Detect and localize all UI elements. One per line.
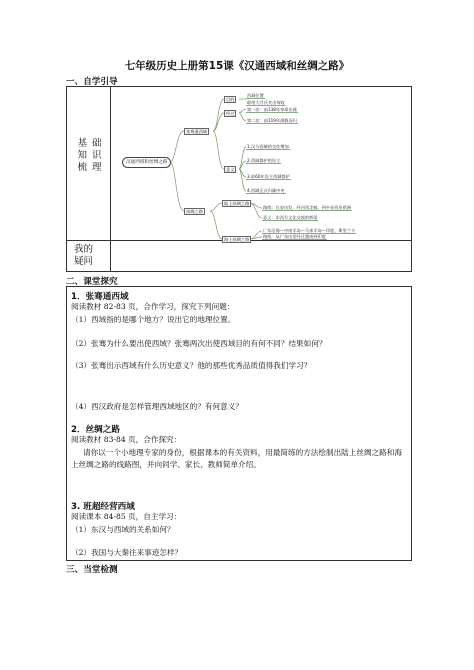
leaf-route-1: 第一次：前138年奉命出使 [247,107,297,112]
branch-zhangqian: 张骞通西域 [186,129,207,134]
part3-heading: 3. 班超经营西域 [71,502,135,512]
section1-heading: 一、自学引导 [66,77,118,87]
leaf-meaning-3: 3.前60年设立西域都护 [247,174,290,179]
leaf-sea-1: 广东沿海—中南半岛—马来半岛—印度、斯里兰卡 [263,228,356,233]
leaf-land-1: 路线：长安出发，经河西走廊，到中亚西亚欧洲 [263,205,351,210]
part3-q2: （2）我国与大秦往来事迹怎样？ [71,548,183,557]
node-goal: 目的 [226,97,235,102]
part1-q3: （3）张骞出示西域有什么历史意义？他的那些优秀品质值得我们学习？ [71,361,312,370]
leaf-route-2: 第二次：前119年满载而归 [247,118,297,123]
part3-intro: 阅读课本 84-85 页，自主学习： [71,512,182,521]
node-meaning: 意义 [226,167,235,172]
node-route: 经过 [226,111,235,116]
part2-heading: 2．丝绸之路 [71,425,120,435]
part1-q2: （2）张骞为什么要出使西域？张骞两次出使西域目的有何不同？结果如何？ [71,339,327,348]
leaf-land-2: 意义：东西方文化交流的桥梁 [263,215,318,220]
branch-silk-road: 丝绸之路 [186,209,203,214]
leaf-goal-1: 西域位置 [247,93,264,98]
node-land-route: 陆上丝绸之路 [224,201,250,206]
part1-q1: （1）西域指的是哪个地方？说出它的地理位置。 [71,315,236,324]
node-sea-route: 海上丝绸之路 [224,237,250,242]
section3-heading: 三、当堂检测 [66,565,118,575]
basic-knowledge-label-text: 基 础 知 识 梳 理 [77,138,103,173]
part2-intro: 阅读教材 83-84 页，合作探究： [71,435,182,444]
part1-intro: 阅读教材 82-83 页，合作学习，探究下列问题： [71,302,235,311]
part3-q1: （1）东汉与西域的关系如何？ [71,525,175,534]
page-title: 七年级历史上册第15课《汉通西域和丝绸之路》 [124,60,350,72]
part1-heading: 1．张骞通西域 [71,292,129,302]
my-questions-label-text: 我的 疑问 [74,244,94,267]
leaf-meaning-4: 4.西域正式归属中央 [247,188,285,193]
basic-knowledge-label [73,138,107,174]
leaf-meaning-1: 1.汉与西域的交往增加 [247,144,289,149]
section2-heading: 二、课堂探究 [66,277,118,287]
mind-map-root: 汉通西域和丝绸之路 [122,157,171,168]
part2-body: 请你以一个小地理专家的身份，根据课本的有关资料，用最简练的方法绘制出陆上丝绸之路和海上丝绸之路的线路图，并向同学、家长、教师简单介绍。 [71,448,402,469]
part1-q4: （4）西汉政府是怎样管理西域地区的？有何意义？ [71,402,243,411]
mind-map [118,91,406,271]
leaf-sea-2: 路线：从广东出发经过越南到印度 [263,234,326,239]
leaf-meaning-2: 2.西域都护的设立 [247,158,281,163]
leaf-goal-2: 联络大月氏夹击匈奴 [247,100,285,105]
my-questions-label [74,244,108,268]
